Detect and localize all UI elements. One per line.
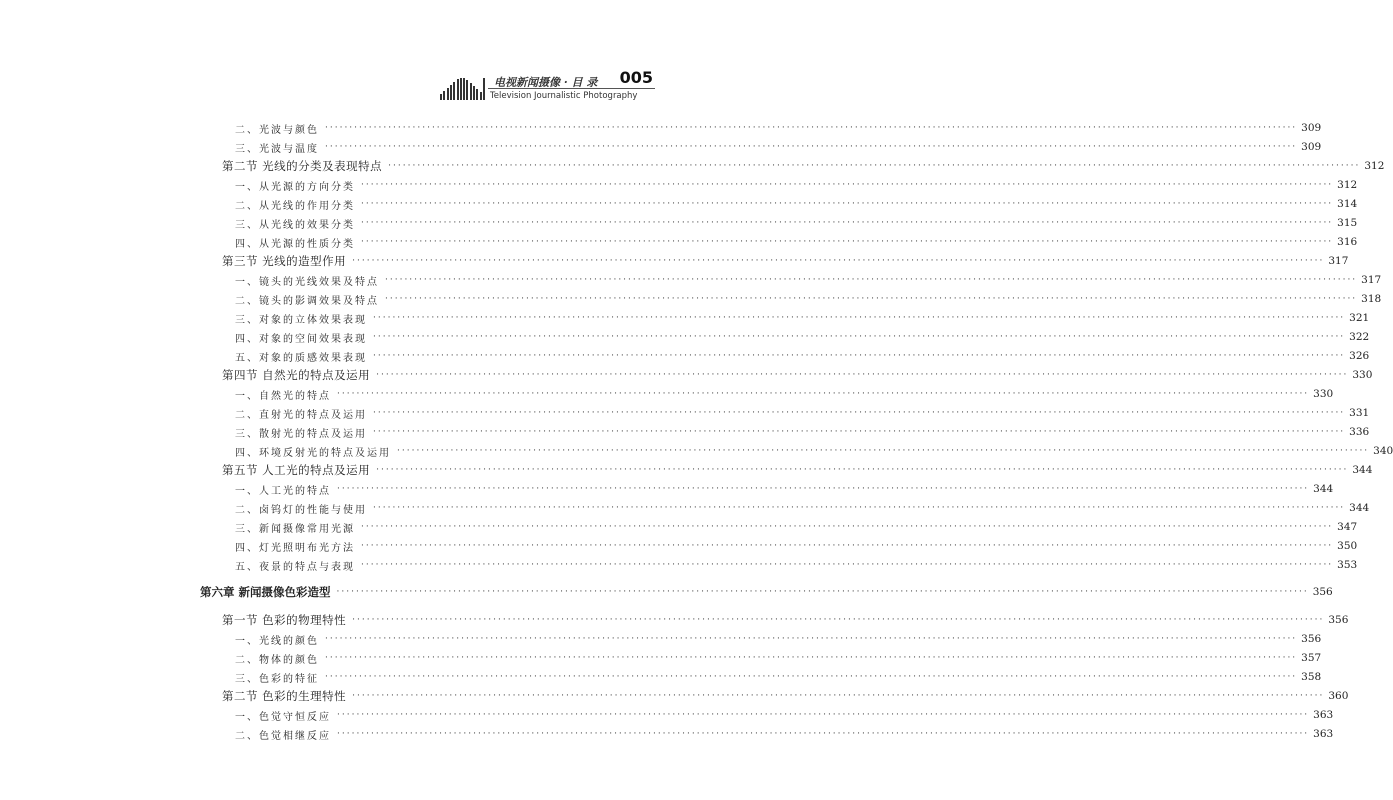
toc-entry-page: 344 [1349, 502, 1370, 514]
toc-entry-page: 318 [1361, 293, 1382, 305]
toc-entry-page: 309 [1301, 141, 1322, 153]
toc-entry-page: 315 [1337, 217, 1358, 229]
toc-entry[interactable] [235, 213, 1358, 233]
toc-entry[interactable] [235, 403, 1370, 423]
toc-entry[interactable] [235, 441, 1393, 461]
toc-entry-title: 一、人工光的特点 [235, 485, 331, 497]
dot-leader: ········································································································································································································ [337, 710, 1310, 720]
toc-entry-title: 第二节 光线的分类及表现特点 [222, 159, 383, 173]
toc-entry[interactable] [235, 289, 1382, 309]
toc-entry-title: 四、环境反射光的特点及运用 [235, 447, 391, 459]
toc-entry-title: 四、从光源的性质分类 [235, 238, 355, 250]
dot-leader: ········································································································································································································ [385, 275, 1358, 285]
toc-entry[interactable] [235, 555, 1358, 575]
dot-leader: ········································································································································································································ [325, 634, 1298, 644]
toc-entry[interactable] [222, 251, 1349, 271]
dot-leader: ········································································································································································································ [361, 180, 1334, 190]
page-number: 005 [619, 68, 653, 87]
toc-entry-page: 330 [1313, 388, 1334, 400]
dot-leader: ········································································································································································································ [361, 199, 1334, 209]
dot-leader: ········································································································································································································ [361, 522, 1334, 532]
toc-entry-title: 四、灯光照明布光方法 [235, 542, 355, 554]
dot-leader: ········································································································································································································ [352, 691, 1325, 701]
toc-entry-page: 331 [1349, 407, 1370, 419]
toc-entry-title: 一、色觉守恒反应 [235, 711, 331, 723]
toc-entry-title: 二、卤钨灯的性能与使用 [235, 504, 367, 516]
dot-leader: ········································································································································································································ [336, 587, 1309, 597]
toc-entry-page: 356 [1301, 633, 1322, 645]
toc-entry-title: 三、光波与温度 [235, 143, 319, 155]
toc-entry-page: 330 [1352, 369, 1373, 381]
toc-entry-title: 二、直射光的特点及运用 [235, 409, 367, 421]
toc-entry-page: 353 [1337, 559, 1358, 571]
toc-entry-title: 二、色觉相继反应 [235, 730, 331, 742]
toc-entry-title: 四、对象的空间效果表现 [235, 333, 367, 345]
toc-entry[interactable] [235, 536, 1358, 556]
toc-entry-page: 358 [1301, 671, 1322, 683]
dot-leader: ········································································································································································································ [361, 218, 1334, 228]
toc-entry[interactable] [235, 232, 1358, 252]
toc-entry[interactable] [222, 365, 1373, 385]
toc-entry-page: 336 [1349, 426, 1370, 438]
dot-leader: ········································································································································································································ [373, 313, 1346, 323]
toc-entry-page: 340 [1373, 445, 1393, 457]
dot-leader: ········································································································································································································ [361, 560, 1334, 570]
toc-entry[interactable] [235, 629, 1322, 649]
toc-entry[interactable] [222, 610, 1349, 630]
dot-leader: ········································································································································································································ [373, 332, 1346, 342]
toc-entry-title: 一、镜头的光线效果及特点 [235, 276, 379, 288]
toc-entry-page: 322 [1349, 331, 1370, 343]
toc-entry-title: 一、自然光的特点 [235, 390, 331, 402]
toc-entry-title: 二、镜头的影调效果及特点 [235, 295, 379, 307]
dot-leader: ········································································································································································································ [376, 370, 1349, 380]
dot-leader: ········································································································································································································ [361, 541, 1334, 551]
toc-entry-title: 五、夜景的特点与表现 [235, 561, 355, 573]
toc-entry[interactable] [235, 479, 1334, 499]
dot-leader: ········································································································································································································ [373, 408, 1346, 418]
toc-entry-title: 二、光波与颜色 [235, 124, 319, 136]
toc-entry-page: 363 [1313, 709, 1334, 721]
toc-entry[interactable] [235, 667, 1322, 687]
toc-entry[interactable] [235, 422, 1370, 442]
toc-entry[interactable] [235, 270, 1382, 290]
dot-leader: ········································································································································································································ [352, 256, 1325, 266]
dot-leader: ········································································································································································································ [325, 123, 1298, 133]
toc-entry-page: 344 [1313, 483, 1334, 495]
toc-entry[interactable] [235, 724, 1334, 744]
toc-entry-page: 317 [1328, 255, 1349, 267]
dot-leader: ········································································································································································································ [361, 237, 1334, 247]
dot-leader: ········································································································································································································ [337, 729, 1310, 739]
toc-entry-page: 344 [1352, 464, 1373, 476]
toc-entry-title: 三、色彩的特征 [235, 673, 319, 685]
running-subtitle: Television Journalistic Photography [490, 91, 638, 101]
toc-entry-title: 第四节 自然光的特点及运用 [222, 368, 371, 382]
toc-entry-page: 356 [1312, 586, 1333, 598]
toc-entry-title: 三、对象的立体效果表现 [235, 314, 367, 326]
toc-entry-page: 360 [1328, 690, 1349, 702]
toc-entry-page: 350 [1337, 540, 1358, 552]
running-title: 电视新闻摄像 · 目 录 [494, 76, 598, 89]
dot-leader: ········································································································································································································ [385, 294, 1358, 304]
toc-entry-title: 一、光线的颜色 [235, 635, 319, 647]
toc-entry-page: 356 [1328, 614, 1349, 626]
toc-entry[interactable] [235, 308, 1370, 328]
toc-entry-page: 312 [1364, 160, 1385, 172]
toc-entry-title: 第二节 色彩的生理特性 [222, 689, 347, 703]
dot-leader: ········································································································································································································ [388, 161, 1361, 171]
dot-leader: ········································································································································································································ [337, 484, 1310, 494]
dot-leader: ········································································································································································································ [373, 503, 1346, 513]
dot-leader: ········································································································································································································ [397, 446, 1370, 456]
toc-entry-page: 317 [1361, 274, 1382, 286]
toc-entry-page: 347 [1337, 521, 1358, 533]
toc-entry-page: 363 [1313, 728, 1334, 740]
toc-entry[interactable] [235, 648, 1322, 668]
toc-entry-page: 326 [1349, 350, 1370, 362]
toc-entry-page: 316 [1337, 236, 1358, 248]
toc-entry[interactable] [235, 384, 1334, 404]
toc-entry-page: 321 [1349, 312, 1370, 324]
toc-entry[interactable] [235, 498, 1370, 518]
toc-entry[interactable] [235, 327, 1370, 347]
toc-entry-title: 三、散射光的特点及运用 [235, 428, 367, 440]
toc-entry-page: 309 [1301, 122, 1322, 134]
dot-leader: ········································································································································································································ [373, 351, 1346, 361]
toc-entry[interactable] [222, 460, 1373, 480]
dot-leader: ········································································································································································································ [376, 465, 1349, 475]
dot-leader: ········································································································································································································ [325, 653, 1298, 663]
dot-leader: ········································································································································································································ [325, 142, 1298, 152]
toc-entry-title: 三、新闻摄像常用光源 [235, 523, 355, 535]
toc-entry-title: 二、从光线的作用分类 [235, 200, 355, 212]
toc-entry-title: 五、对象的质感效果表现 [235, 352, 367, 364]
dot-leader: ········································································································································································································ [352, 615, 1325, 625]
dot-leader: ········································································································································································································ [373, 427, 1346, 437]
toc-entry-page: 357 [1301, 652, 1322, 664]
toc-entry[interactable] [235, 194, 1358, 214]
toc-entry-title: 一、从光源的方向分类 [235, 181, 355, 193]
toc-entry-page: 312 [1337, 179, 1358, 191]
toc-entry[interactable] [222, 686, 1349, 706]
toc-entry-title: 第六章 新闻摄像色彩造型 [200, 585, 331, 599]
toc-entry[interactable] [235, 517, 1358, 537]
toc-entry-title: 二、物体的颜色 [235, 654, 319, 666]
toc-entry[interactable] [235, 118, 1322, 138]
toc-entry-title: 三、从光线的效果分类 [235, 219, 355, 231]
toc-entry-page: 314 [1337, 198, 1358, 210]
toc-entry-title: 第三节 光线的造型作用 [222, 254, 347, 268]
dot-leader: ········································································································································································································ [325, 672, 1298, 682]
toc-entry[interactable] [235, 175, 1358, 195]
dot-leader: ········································································································································································································ [337, 389, 1310, 399]
toc-entry[interactable] [222, 156, 1385, 176]
toc-entry[interactable] [200, 582, 1333, 602]
toc-entry[interactable] [235, 346, 1370, 366]
toc-entry-title: 第一节 色彩的物理特性 [222, 613, 347, 627]
toc-entry-title: 第五节 人工光的特点及运用 [222, 463, 371, 477]
toc-entry[interactable] [235, 137, 1322, 157]
toc-entry[interactable] [235, 705, 1334, 725]
